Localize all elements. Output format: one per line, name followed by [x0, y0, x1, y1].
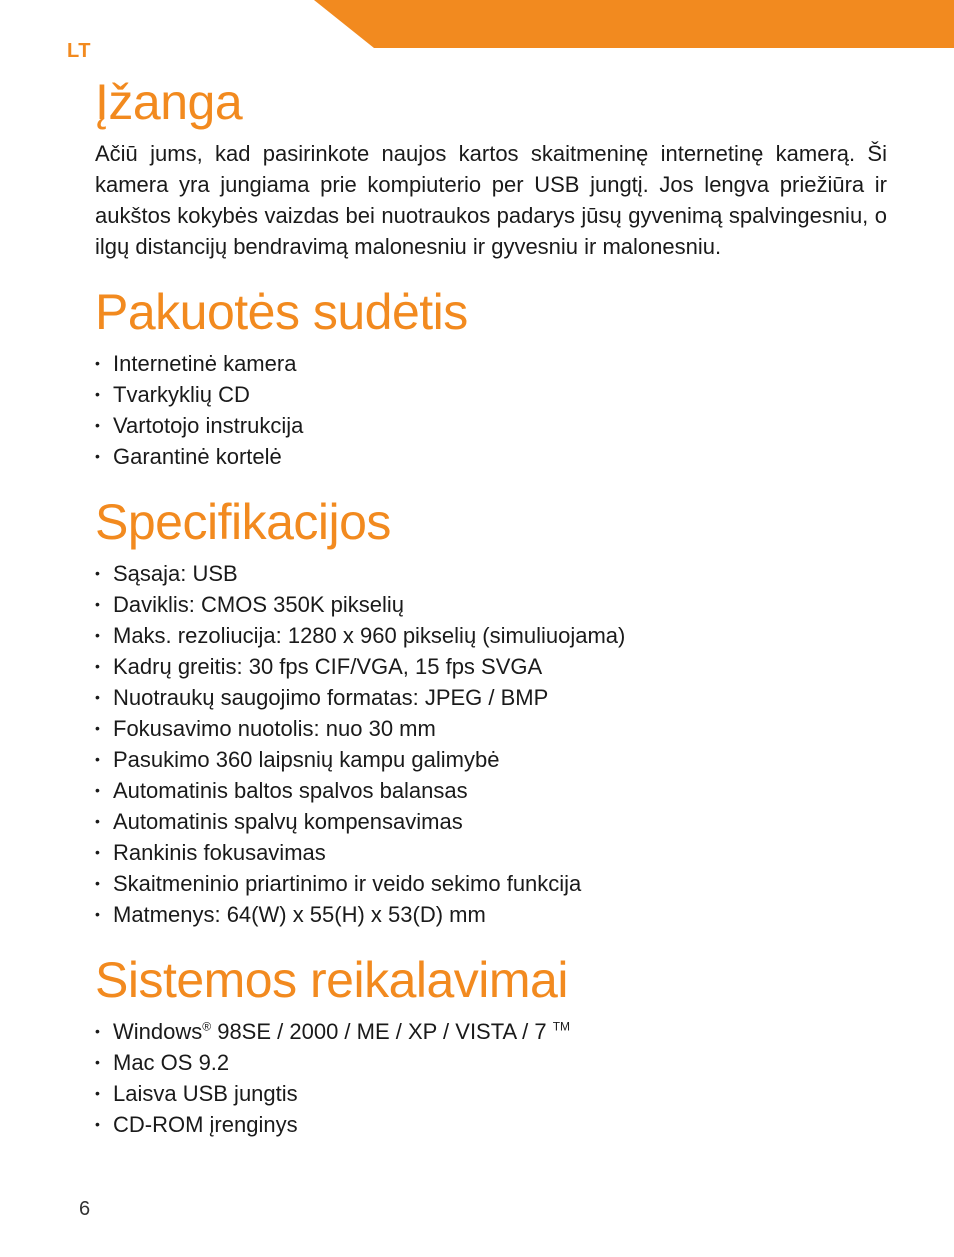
bullet-icon: • [95, 844, 100, 860]
list-item-text: Automatinis baltos spalvos balansas [113, 778, 468, 803]
bullet-icon: • [95, 1054, 100, 1070]
bullet-icon: • [95, 1023, 100, 1039]
list-item [95, 837, 887, 868]
bullet-icon: • [95, 417, 100, 433]
bullet-icon: • [95, 386, 100, 402]
list-item-text: Nuotraukų saugojimo formatas: JPEG / BMP [113, 685, 549, 710]
intro-paragraph: Ačiū jums, kad pasirinkote naujos kartos skaitmeninę internetinę kamerą. Ši kamera yra jungiama prie kompiuterio per USB jungtį. Jos lengva priežiūra ir aukštos kokybės vaizdas bei nuotraukos padarys jūsų gyvenimą spalvingesniu, o ilgų distancijų bendravimą malonesniu ir gyvesniu ir malonesniu. [95, 141, 887, 259]
intro-heading: Įžanga [95, 74, 243, 130]
list-item-text: Mac OS 9.2 [113, 1050, 230, 1075]
list-item [95, 682, 887, 713]
list-item-text: Matmenys: 64(W) x 55(H) x 53(D) mm [113, 902, 486, 927]
page-content [95, 66, 887, 1154]
list-item [95, 806, 887, 837]
list-item [95, 651, 887, 682]
list-item [95, 713, 887, 744]
package-heading: Pakuotės sudėtis [95, 284, 468, 340]
list-item-text: CD-ROM įrenginys [113, 1112, 298, 1137]
list-item-text: Sąsaja: USB [113, 561, 238, 586]
registered-mark: ® [202, 1019, 212, 1034]
list-item [95, 1016, 887, 1047]
bullet-icon: • [95, 906, 100, 922]
list-item-text: Tvarkyklių CD [113, 382, 250, 407]
list-item [95, 775, 887, 806]
list-item [95, 410, 887, 441]
list-item [95, 899, 887, 930]
bullet-icon: • [95, 658, 100, 674]
bullet-icon: • [95, 448, 100, 464]
list-item-text [113, 1019, 570, 1044]
requirements-heading: Sistemos reikalavimai [95, 952, 568, 1008]
list-item-text: Laisva USB jungtis [113, 1081, 298, 1106]
specs-list [95, 558, 887, 930]
bullet-icon: • [95, 565, 100, 581]
list-item-text: Automatinis spalvų kompensavimas [113, 809, 463, 834]
list-item-text: Internetinė kamera [113, 351, 297, 376]
bullet-icon: • [95, 1085, 100, 1101]
list-item [95, 348, 887, 379]
bullet-icon: • [95, 355, 100, 371]
list-item [95, 868, 887, 899]
list-item [95, 1078, 887, 1109]
list-item-text: Maks. rezoliucija: 1280 x 960 pikselių (simuliuojama) [113, 623, 626, 648]
list-item [95, 1047, 887, 1078]
list-item-text: Vartotojo instrukcija [113, 413, 304, 438]
bullet-icon: • [95, 813, 100, 829]
page-number: 6 [79, 1198, 91, 1220]
list-item [95, 379, 887, 410]
header-accent-tab [314, 0, 954, 48]
list-item [95, 589, 887, 620]
bullet-icon: • [95, 720, 100, 736]
list-item [95, 744, 887, 775]
list-item-text: Rankinis fokusavimas [113, 840, 326, 865]
list-item-text: Fokusavimo nuotolis: nuo 30 mm [113, 716, 436, 741]
requirements-list [95, 1016, 887, 1140]
list-item [95, 441, 887, 472]
list-item-text: Skaitmeninio priartinimo ir veido sekimo funkcija [113, 871, 582, 896]
list-item [95, 558, 887, 589]
list-item-text: Garantinė kortelė [113, 444, 282, 469]
bullet-icon: • [95, 751, 100, 767]
windows-versions: 98SE / 2000 / ME / XP / VISTA / 7 [211, 1019, 553, 1044]
package-list [95, 348, 887, 472]
bullet-icon: • [95, 627, 100, 643]
bullet-icon: • [95, 689, 100, 705]
list-item [95, 620, 887, 651]
trademark-mark: TM [552, 1019, 571, 1034]
list-item-text: Daviklis: CMOS 350K pikselių [113, 592, 404, 617]
language-tag: LT [67, 40, 91, 62]
windows-label: Windows [113, 1019, 203, 1044]
bullet-icon: • [95, 596, 100, 612]
list-item-text: Pasukimo 360 laipsnių kampu galimybė [113, 747, 500, 772]
specs-heading: Specifikacijos [95, 494, 391, 550]
bullet-icon: • [95, 1116, 100, 1132]
list-item [95, 1109, 887, 1140]
bullet-icon: • [95, 875, 100, 891]
bullet-icon: • [95, 782, 100, 798]
list-item-text: Kadrų greitis: 30 fps CIF/VGA, 15 fps SVGA [113, 654, 543, 679]
